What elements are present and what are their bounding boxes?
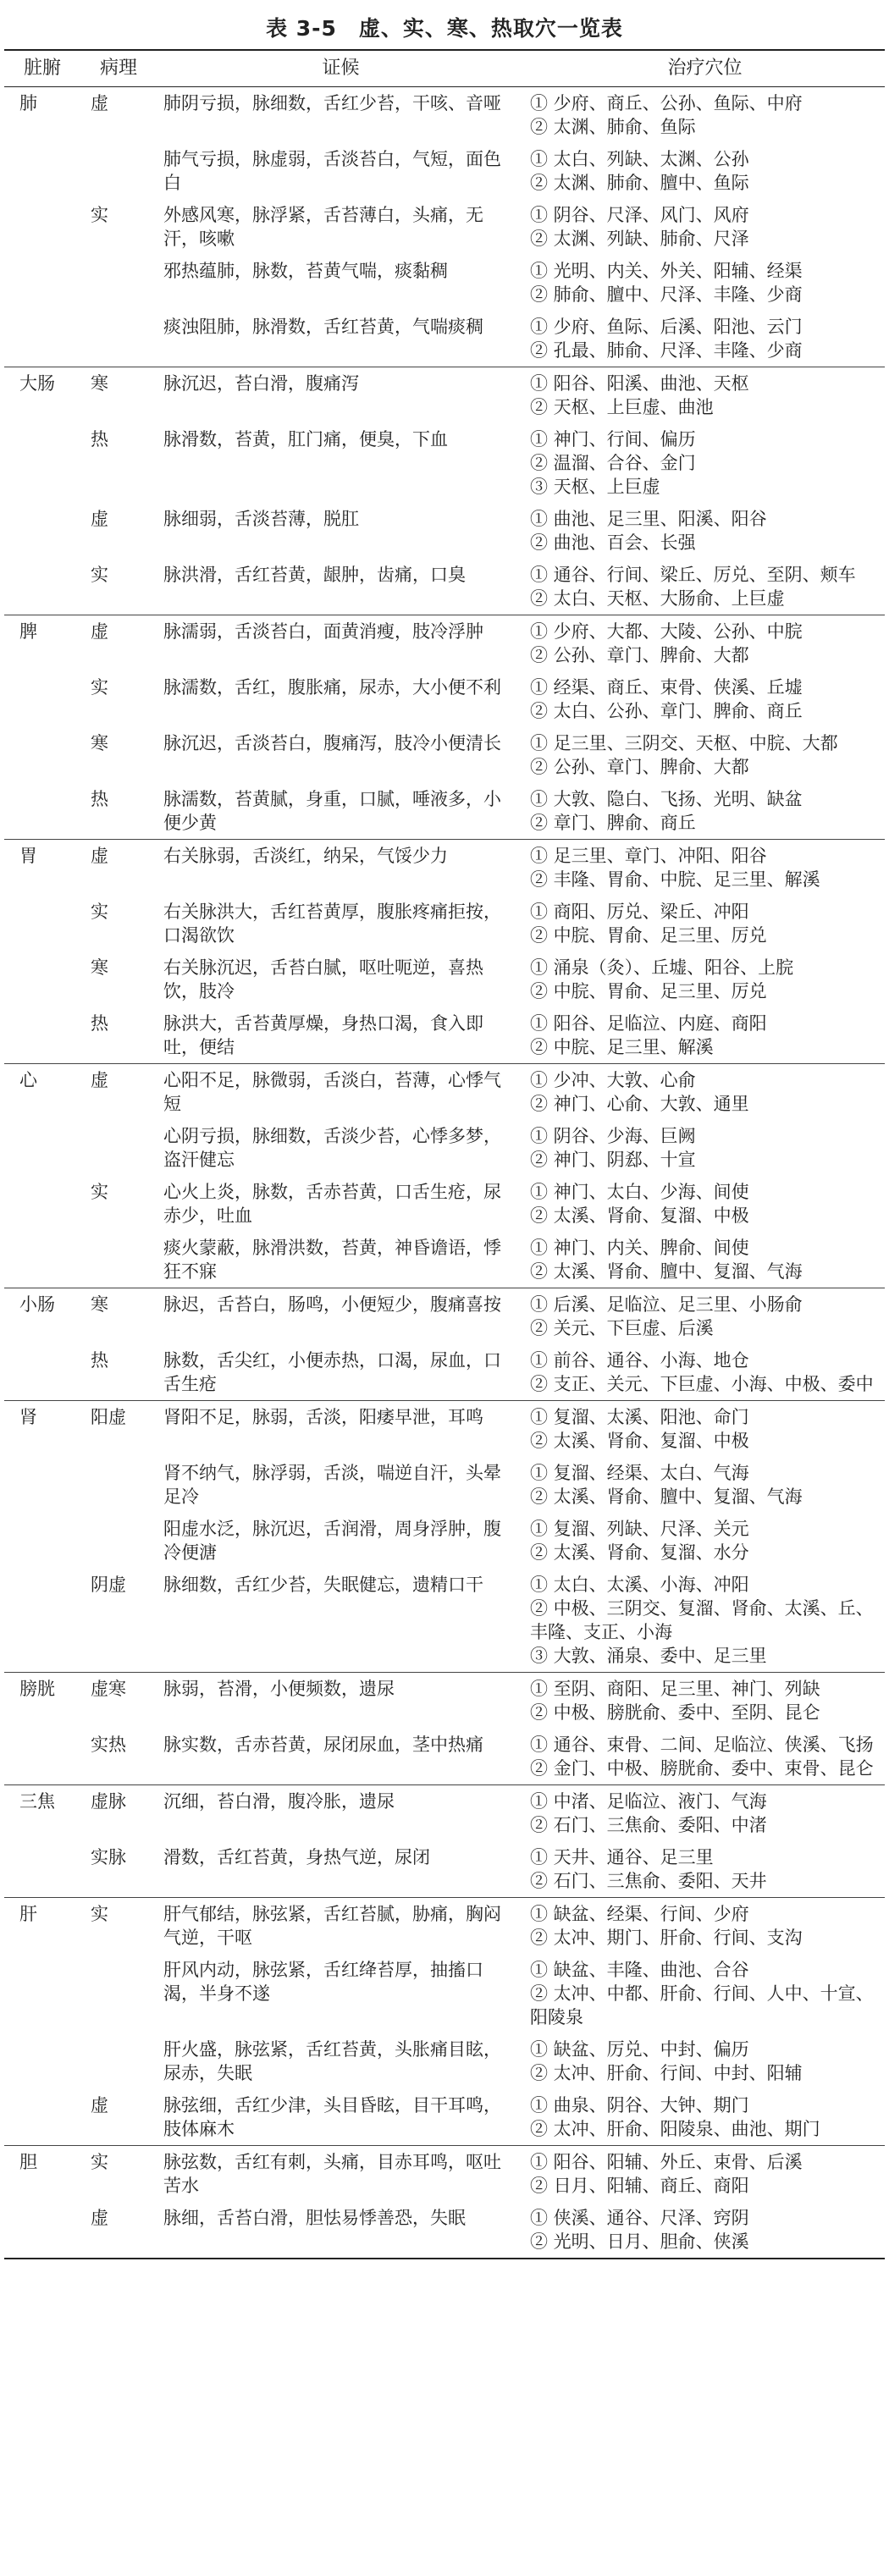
symptoms-cell: 脉实数，舌赤苔黄，尿闭尿血，茎中热痛 — [163, 1735, 483, 1755]
pattern-cell: 实 — [91, 902, 108, 922]
acupoint-prescription: ② 太溪、肾俞、复溜、中极 — [530, 1431, 749, 1451]
table-row — [4, 559, 885, 615]
pattern-cell — [80, 311, 157, 367]
points-cell — [525, 1841, 885, 1898]
organ-cell: 三焦 — [4, 1785, 80, 1842]
pattern-cell — [80, 1954, 157, 2033]
points-cell — [525, 1457, 885, 1513]
points-cell — [525, 1898, 885, 1955]
table-header-row — [4, 50, 885, 87]
table-row — [4, 311, 885, 367]
acupoint-prescription: ① 神门、内关、脾俞、间使 — [530, 1238, 749, 1258]
points-cell — [525, 367, 885, 424]
acupoint-prescription: ② 中极、三阴交、复溜、肾俞、太溪、丘、丰隆、支正、小海 — [530, 1598, 874, 1642]
pattern-cell: 寒 — [91, 957, 108, 978]
organ-cell — [4, 896, 80, 952]
symptoms-cell: 脉弦数，舌红有刺，头痛，目赤耳鸣，呕吐苦水 — [157, 2146, 525, 2203]
table-title: 表 3-5 虚、实、寒、热取穴一览表 — [266, 16, 623, 41]
acupoint-prescription: ① 缺盆、厉兑、中封、偏历 — [530, 2039, 749, 2060]
table-row — [4, 503, 885, 559]
symptoms-cell: 脉细数，舌红少苔，失眠健忘，遗精口干 — [163, 1575, 483, 1595]
pattern-cell: 实 — [91, 205, 108, 225]
acupoint-prescription: ① 神门、行间、偏历 — [530, 429, 696, 450]
table-row — [4, 1898, 885, 1955]
acupoint-prescription: ② 金门、中极、膀胱俞、委中、束骨、昆仑 — [530, 1758, 874, 1779]
acupoint-table — [4, 49, 885, 2259]
acupoint-prescription: ② 章门、脾俞、商丘 — [530, 813, 696, 833]
organ-cell — [4, 727, 80, 783]
header-organ: 脏腑 — [4, 50, 80, 87]
acupoint-prescription: ② 日月、阳辅、商丘、商阳 — [530, 2176, 749, 2196]
points-cell — [525, 1513, 885, 1569]
organ-cell — [4, 503, 80, 559]
acupoint-prescription: ① 前谷、通谷、小海、地仓 — [530, 1350, 749, 1371]
pattern-cell — [80, 2033, 157, 2089]
symptoms-cell: 右关脉沉迟，舌苔白腻，呕吐呃逆，喜热饮，肢冷 — [163, 957, 483, 1001]
symptoms-cell: 脉沉迟，舌淡苔白，腹痛泻，肢冷小便清长 — [163, 733, 501, 753]
organ-cell: 小肠 — [4, 1288, 80, 1345]
table-row — [4, 1401, 885, 1458]
acupoint-prescription: ② 太溪、肾俞、膻中、复溜、气海 — [530, 1487, 803, 1507]
table-row — [4, 143, 885, 199]
header-points: 治疗穴位 — [525, 50, 885, 87]
acupoint-prescription: ② 石门、三焦俞、委阳、天井 — [530, 1871, 767, 1891]
points-cell — [525, 1120, 885, 1176]
acupoint-prescription: ② 神门、心俞、大敦、通里 — [530, 1094, 749, 1114]
points-cell — [525, 1954, 885, 2033]
table-row — [4, 1954, 885, 2033]
symptoms-cell: 肝风内动，脉弦紧，舌红绛苔厚，抽搐口渴，半身不遂 — [163, 1960, 483, 2004]
acupoint-prescription: ② 肺俞、膻中、尺泽、丰隆、少商 — [530, 284, 803, 305]
acupoint-prescription: ① 缺盆、丰隆、曲池、合谷 — [530, 1960, 749, 1980]
organ-cell — [4, 559, 80, 615]
symptoms-cell: 肝火盛，脉弦紧，舌红苔黄，头胀痛目眩，尿赤，失眠 — [163, 2039, 501, 2083]
acupoint-prescription: ② 中极、膀胱俞、委中、至阴、昆仑 — [530, 1702, 820, 1723]
symptoms-cell: 邪热蕴肺，脉数，苔黄气喘，痰黏稠 — [163, 261, 448, 281]
table-row — [4, 2202, 885, 2259]
acupoint-prescription: ② 神门、阴郄、十宣 — [530, 1150, 696, 1170]
symptoms-cell: 脉沉迟，苔白滑，腹痛泻 — [157, 367, 525, 424]
table-row — [4, 199, 885, 255]
symptoms-cell: 脉洪大，舌苔黄厚燥，身热口渴，食入即吐，便结 — [163, 1013, 483, 1057]
organ-cell — [4, 423, 80, 503]
points-cell — [525, 1232, 885, 1288]
acupoint-prescription: ② 孔最、肺俞、尺泽、丰隆、少商 — [530, 340, 803, 361]
acupoint-prescription: ① 阳谷、阳溪、曲池、天枢 — [530, 373, 749, 394]
symptoms-cell: 脉数，舌尖红，小便赤热，口渴，尿血，口舌生疮 — [163, 1350, 501, 1394]
table-row — [4, 1232, 885, 1288]
table-row — [4, 896, 885, 952]
points-cell — [525, 1673, 885, 1729]
organ-cell — [4, 2033, 80, 2089]
pattern-cell: 虚 — [80, 2202, 157, 2259]
acupoint-prescription: ① 商阳、厉兑、梁丘、冲阳 — [530, 902, 749, 922]
pattern-cell: 实 — [91, 565, 108, 585]
symptoms-cell: 痰火蒙蔽，脉滑洪数，苔黄，神昏谵语，悸狂不寐 — [163, 1238, 501, 1282]
acupoint-prescription: ② 中脘、足三里、解溪 — [530, 1037, 714, 1057]
acupoint-prescription: ① 涌泉（灸）、丘墟、阳谷、上脘 — [530, 957, 794, 978]
symptoms-cell: 外感风寒，脉浮紧，舌苔薄白，头痛，无汗，咳嗽 — [163, 205, 483, 249]
symptoms-cell: 心阳不足，脉微弱，舌淡白，苔薄，心悸气短 — [157, 1064, 525, 1121]
acupoint-prescription: ② 曲池、百会、长强 — [530, 532, 696, 553]
table-row — [4, 1729, 885, 1785]
table-row — [4, 1785, 885, 1842]
points-cell — [525, 952, 885, 1007]
table-row — [4, 1457, 885, 1513]
pattern-cell — [80, 1232, 157, 1288]
acupoint-prescription: ① 曲泉、阴谷、大钟、期门 — [530, 2095, 749, 2115]
symptoms-cell: 肝气郁结，脉弦紧，舌红苔腻，胁痛，胸闷气逆，干呕 — [157, 1898, 525, 1955]
acupoint-prescription: ② 公孙、章门、脾俞、大都 — [530, 757, 749, 777]
points-cell — [525, 423, 885, 503]
table-row — [4, 1064, 885, 1121]
symptoms-cell: 脉濡数，舌红，腹胀痛，尿赤，大小便不利 — [163, 677, 501, 698]
pattern-cell: 虚 — [91, 509, 108, 529]
points-cell — [525, 840, 885, 896]
pattern-cell: 虚 — [80, 87, 157, 144]
acupoint-prescription: ① 足三里、章门、冲阳、阳谷 — [530, 846, 767, 866]
acupoint-prescription: ① 中渚、足临泣、液门、气海 — [530, 1791, 767, 1812]
pattern-cell: 热 — [91, 429, 108, 450]
pattern-cell: 热 — [91, 1350, 108, 1371]
symptoms-cell: 脉弦细，舌红少津，头目昏眩，目干耳鸣，肢体麻木 — [163, 2095, 501, 2139]
acupoint-prescription: ① 少府、鱼际、后溪、阳池、云门 — [530, 317, 803, 337]
organ-cell — [4, 1729, 80, 1785]
pattern-cell: 实 — [80, 2146, 157, 2203]
points-cell — [525, 503, 885, 559]
acupoint-prescription: ② 太白、天枢、大肠俞、上巨虚 — [530, 588, 785, 609]
symptoms-cell: 脉细弱，舌淡苔薄，脱肛 — [163, 509, 359, 529]
organ-cell — [4, 1344, 80, 1401]
pattern-cell: 热 — [91, 789, 108, 809]
pattern-cell: 虚寒 — [80, 1673, 157, 1729]
acupoint-prescription: ① 阴谷、尺泽、风门、风府 — [530, 205, 749, 225]
acupoint-prescription: ② 太溪、肾俞、复溜、水分 — [530, 1542, 749, 1563]
table-row — [4, 1288, 885, 1345]
acupoint-prescription: ① 经渠、商丘、束骨、侠溪、丘墟 — [530, 677, 803, 698]
points-cell — [525, 727, 885, 783]
points-cell — [525, 2033, 885, 2089]
points-cell — [525, 1007, 885, 1064]
acupoint-prescription: ① 阴谷、少海、巨阙 — [530, 1126, 696, 1146]
organ-cell — [4, 671, 80, 727]
table-row — [4, 2033, 885, 2089]
table-row — [4, 952, 885, 1007]
pattern-cell: 虚脉 — [80, 1785, 157, 1842]
symptoms-cell: 脉洪滑，舌红苔黄，龈肿，齿痛，口臭 — [163, 565, 466, 585]
acupoint-prescription: ① 后溪、足临泣、足三里、小肠俞 — [530, 1294, 803, 1315]
organ-cell — [4, 1120, 80, 1176]
symptoms-cell: 沉细，苔白滑，腹冷胀，遗尿 — [157, 1785, 525, 1842]
organ-cell — [4, 783, 80, 840]
table-row — [4, 727, 885, 783]
acupoint-prescription: ② 太溪、肾俞、复溜、中极 — [530, 1205, 749, 1226]
points-cell — [525, 615, 885, 672]
pattern-cell: 虚 — [80, 615, 157, 672]
symptoms-cell: 脉细，舌苔白滑，胆怯易悸善恐，失眠 — [157, 2202, 525, 2259]
points-cell — [525, 1569, 885, 1673]
table-row — [4, 671, 885, 727]
organ-cell: 膀胱 — [4, 1673, 80, 1729]
points-cell — [525, 1785, 885, 1842]
acupoint-prescription: ② 太渊、列缺、肺俞、尺泽 — [530, 229, 749, 249]
acupoint-prescription: ② 太冲、中都、肝俞、行间、人中、十宣、阳陵泉 — [530, 1983, 874, 2027]
organ-cell — [4, 2089, 80, 2146]
organ-cell: 胆 — [4, 2146, 80, 2203]
acupoint-prescription: ② 太渊、肺俞、膻中、鱼际 — [530, 173, 749, 193]
header-pattern: 病理 — [80, 50, 157, 87]
points-cell — [525, 1401, 885, 1458]
table-row — [4, 615, 885, 672]
organ-cell — [4, 1176, 80, 1232]
table-row — [4, 87, 885, 144]
acupoint-prescription: ② 公孙、章门、脾俞、大都 — [530, 645, 749, 665]
acupoint-prescription: ① 太白、太溪、小海、冲阳 — [530, 1575, 749, 1595]
acupoint-prescription: ① 太白、列缺、太渊、公孙 — [530, 149, 749, 169]
organ-cell: 心 — [4, 1064, 80, 1121]
symptoms-cell: 肺气亏损，脉虚弱，舌淡苔白，气短，面色白 — [163, 149, 501, 193]
organ-cell — [4, 1569, 80, 1673]
acupoint-prescription: ① 神门、太白、少海、间使 — [530, 1182, 749, 1202]
organ-cell — [4, 143, 80, 199]
acupoint-prescription: ② 光明、日月、胆俞、侠溪 — [530, 2231, 749, 2252]
pattern-cell: 实热 — [91, 1735, 126, 1755]
points-cell — [525, 1176, 885, 1232]
acupoint-prescription: ① 少冲、大敦、心俞 — [530, 1070, 696, 1090]
acupoint-prescription: ① 光明、内关、外关、阳辅、经渠 — [530, 261, 803, 281]
acupoint-prescription: ③ 天枢、上巨虚 — [530, 477, 660, 497]
pattern-cell — [80, 255, 157, 311]
pattern-cell: 虚 — [80, 840, 157, 896]
organ-cell: 肾 — [4, 1401, 80, 1458]
table-row — [4, 423, 885, 503]
pattern-cell: 实 — [91, 677, 108, 698]
table-row — [4, 1569, 885, 1673]
points-cell — [525, 896, 885, 952]
organ-cell — [4, 1841, 80, 1898]
organ-cell — [4, 1232, 80, 1288]
acupoint-prescription: ① 复溜、列缺、尺泽、关元 — [530, 1519, 749, 1539]
acupoint-prescription: ② 丰隆、胃俞、中脘、足三里、解溪 — [530, 869, 820, 890]
pattern-cell: 阳虚 — [80, 1401, 157, 1458]
pattern-cell: 热 — [91, 1013, 108, 1034]
table-row — [4, 367, 885, 424]
organ-cell — [4, 311, 80, 367]
acupoint-prescription: ② 太冲、肝俞、行间、中封、阳辅 — [530, 2063, 803, 2083]
points-cell — [525, 2146, 885, 2203]
pattern-cell — [80, 143, 157, 199]
pattern-cell: 寒 — [80, 367, 157, 424]
acupoint-prescription: ② 关元、下巨虚、后溪 — [530, 1318, 714, 1338]
acupoint-prescription: ② 中脘、胃俞、足三里、厉兑 — [530, 981, 767, 1001]
pattern-cell: 寒 — [91, 733, 108, 753]
acupoint-prescription: ① 复溜、经渠、太白、气海 — [530, 1463, 749, 1483]
acupoint-prescription: ① 缺盆、经渠、行间、少府 — [530, 1904, 749, 1924]
organ-cell: 肝 — [4, 1898, 80, 1955]
points-cell — [525, 671, 885, 727]
points-cell — [525, 87, 885, 144]
acupoint-prescription: ① 至阴、商阳、足三里、神门、列缺 — [530, 1679, 820, 1699]
pattern-cell: 寒 — [80, 1288, 157, 1345]
organ-cell — [4, 952, 80, 1007]
acupoint-prescription: ① 通谷、行间、梁丘、厉兑、至阴、颊车 — [530, 565, 856, 585]
organ-cell — [4, 1954, 80, 2033]
organ-cell — [4, 1457, 80, 1513]
table-row — [4, 1344, 885, 1401]
points-cell — [525, 143, 885, 199]
acupoint-prescription: ② 太溪、肾俞、膻中、复溜、气海 — [530, 1261, 803, 1282]
acupoint-prescription: ② 温溜、合谷、金门 — [530, 453, 696, 473]
table-row — [4, 1007, 885, 1064]
acupoint-prescription: ② 中脘、胃俞、足三里、厉兑 — [530, 925, 767, 946]
acupoint-prescription: ② 太渊、肺俞、鱼际 — [530, 117, 696, 137]
acupoint-prescription: ① 曲池、足三里、阳溪、阳谷 — [530, 509, 767, 529]
table-row — [4, 840, 885, 896]
symptoms-cell: 肺阴亏损，脉细数，舌红少苔，干咳、音哑 — [157, 87, 525, 144]
table-body — [4, 87, 885, 2259]
points-cell — [525, 1064, 885, 1121]
acupoint-prescription: ② 太冲、期门、肝俞、行间、支沟 — [530, 1928, 803, 1948]
pattern-cell — [80, 1120, 157, 1176]
acupoint-prescription: ③ 大敦、涌泉、委中、足三里 — [530, 1646, 767, 1666]
organ-cell: 大肠 — [4, 367, 80, 424]
acupoint-prescription: ② 天枢、上巨虚、曲池 — [530, 397, 714, 417]
symptoms-cell: 脉滑数，苔黄，肛门痛，便臭，下血 — [163, 429, 448, 450]
acupoint-prescription: ① 大敦、隐白、飞扬、光明、缺盆 — [530, 789, 803, 809]
symptoms-cell: 肾阳不足，脉弱，舌淡，阳痿早泄，耳鸣 — [157, 1401, 525, 1458]
points-cell — [525, 2202, 885, 2259]
acupoint-prescription: ① 侠溪、通谷、尺泽、窍阴 — [530, 2208, 749, 2228]
pattern-cell: 实 — [91, 1182, 108, 1202]
symptoms-cell: 脉濡数，苔黄腻，身重，口腻，唾液多，小便少黄 — [163, 789, 501, 833]
points-cell — [525, 311, 885, 367]
organ-cell: 肺 — [4, 87, 80, 144]
points-cell — [525, 559, 885, 615]
symptoms-cell: 心阴亏损，脉细数，舌淡少苔，心悸多梦，盗汗健忘 — [163, 1126, 501, 1170]
pattern-cell: 虚 — [91, 2095, 108, 2115]
organ-cell: 胃 — [4, 840, 80, 896]
table-row — [4, 1120, 885, 1176]
organ-cell — [4, 199, 80, 255]
acupoint-prescription: ① 阳谷、阳辅、外丘、束骨、后溪 — [530, 2152, 803, 2172]
table-row — [4, 783, 885, 840]
table-row — [4, 1673, 885, 1729]
pattern-cell — [80, 1513, 157, 1569]
organ-cell — [4, 255, 80, 311]
table-row — [4, 1513, 885, 1569]
symptoms-cell: 右关脉洪大，舌红苔黄厚，腹胀疼痛拒按，口渴欲饮 — [163, 902, 501, 946]
organ-cell — [4, 2202, 80, 2259]
points-cell — [525, 1344, 885, 1401]
acupoint-prescription: ① 阳谷、足临泣、内庭、商阳 — [530, 1013, 767, 1034]
acupoint-prescription: ① 天井、通谷、足三里 — [530, 1847, 714, 1867]
acupoint-prescription: ① 足三里、三阴交、天枢、中脘、大都 — [530, 733, 838, 753]
table-row — [4, 2146, 885, 2203]
acupoint-prescription: ① 复溜、太溪、阳池、命门 — [530, 1407, 749, 1427]
points-cell — [525, 1729, 885, 1785]
symptoms-cell: 脉濡弱，舌淡苔白，面黄消瘦，肢冷浮肿 — [157, 615, 525, 672]
acupoint-prescription: ① 少府、商丘、公孙、鱼际、中府 — [530, 93, 803, 113]
table-row — [4, 255, 885, 311]
organ-cell: 脾 — [4, 615, 80, 672]
symptoms-cell: 右关脉弱，舌淡红，纳呆，气馁少力 — [157, 840, 525, 896]
points-cell — [525, 1288, 885, 1345]
acupoint-prescription: ① 少府、大都、大陵、公孙、中脘 — [530, 621, 803, 642]
header-symptoms: 证候 — [157, 50, 525, 87]
points-cell — [525, 199, 885, 255]
symptoms-cell: 痰浊阻肺，脉滑数，舌红苔黄，气喘痰稠 — [163, 317, 483, 337]
pattern-cell: 阴虚 — [91, 1575, 126, 1595]
table-row — [4, 1176, 885, 1232]
symptoms-cell: 心火上炎，脉数，舌赤苔黄，口舌生疮，尿赤少，吐血 — [163, 1182, 501, 1226]
organ-cell — [4, 1007, 80, 1064]
symptoms-cell: 脉弱，苔滑，小便频数，遗尿 — [157, 1673, 525, 1729]
acupoint-prescription: ② 支正、关元、下巨虚、小海、中极、委中 — [530, 1374, 874, 1394]
organ-cell — [4, 1513, 80, 1569]
points-cell — [525, 2089, 885, 2146]
acupoint-prescription: ② 石门、三焦俞、委阳、中渚 — [530, 1815, 767, 1835]
points-cell — [525, 255, 885, 311]
acupoint-prescription: ① 通谷、束骨、二间、足临泣、侠溪、飞扬 — [530, 1735, 874, 1755]
symptoms-cell: 阳虚水泛，脉沉迟，舌润滑，周身浮肿，腹冷便溏 — [163, 1519, 501, 1563]
acupoint-prescription: ② 太冲、肝俞、阳陵泉、曲池、期门 — [530, 2119, 820, 2139]
acupoint-prescription: ② 太白、公孙、章门、脾俞、商丘 — [530, 701, 803, 721]
symptoms-cell: 滑数，舌红苔黄，身热气逆，尿闭 — [163, 1847, 430, 1867]
pattern-cell: 实 — [80, 1898, 157, 1955]
table-row — [4, 2089, 885, 2146]
symptoms-cell: 肾不纳气，脉浮弱，舌淡，喘逆自汗，头晕足冷 — [163, 1463, 501, 1507]
symptoms-cell: 脉迟，舌苔白，肠鸣，小便短少，腹痛喜按 — [157, 1288, 525, 1345]
pattern-cell: 实脉 — [91, 1847, 126, 1867]
table-row — [4, 1841, 885, 1898]
pattern-cell: 虚 — [80, 1064, 157, 1121]
points-cell — [525, 783, 885, 840]
pattern-cell — [80, 1457, 157, 1513]
